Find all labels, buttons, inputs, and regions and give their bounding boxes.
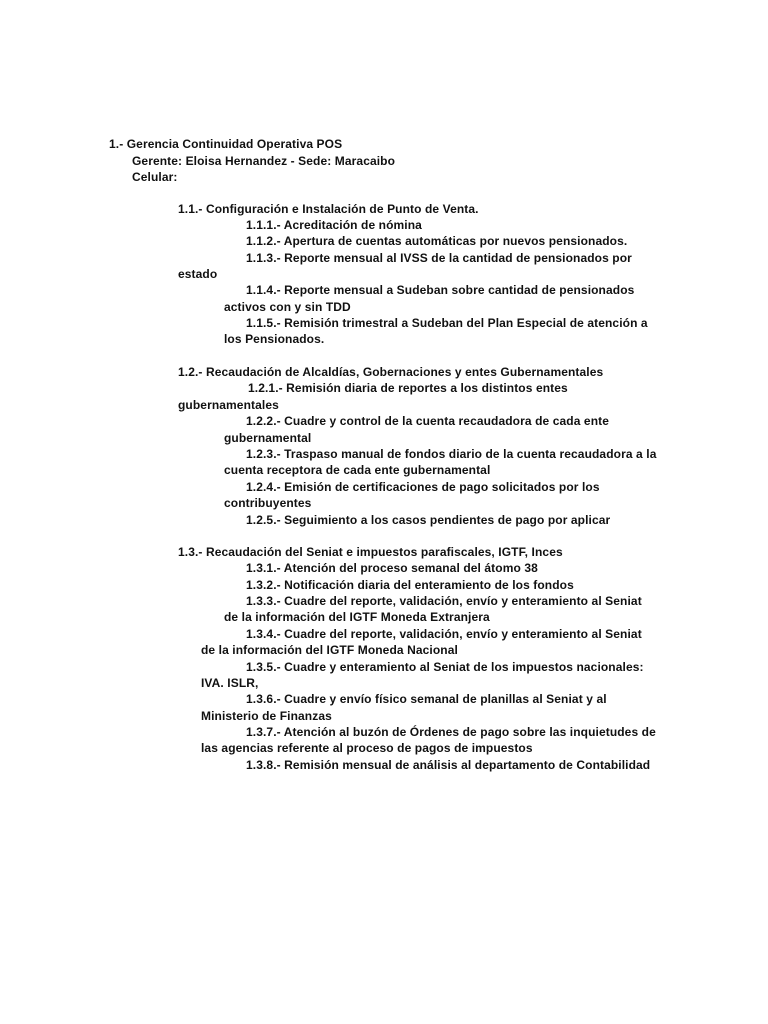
item-1-1-5-cont: los Pensionados. (224, 332, 325, 346)
item-1-1-4: 1.1.4.- Reporte mensual a Sudeban sobre cantidad de pensionados (246, 283, 635, 297)
subsection-1-2-title: 1.2.- Recaudación de Alcaldías, Gobernaciones y entes Gubernamentales (178, 365, 604, 379)
item-1-3-3-cont: de la información del IGTF Moneda Extranjera (224, 610, 490, 624)
item-1-3-6-cont: Ministerio de Finanzas (201, 709, 332, 723)
item-1-1-3: 1.1.3.- Reporte mensual al IVSS de la cantidad de pensionados por (246, 251, 632, 265)
item-1-3-2: 1.3.2.- Notificación diaria del enteramiento de los fondos (246, 578, 574, 592)
item-1-3-7: 1.3.7.- Atención al buzón de Órdenes de pago sobre las inquietudes de (246, 725, 656, 739)
item-1-3-5-cont: IVA. ISLR, (201, 676, 259, 690)
manager-line: Gerente: Eloisa Hernandez - Sede: Maracaibo (132, 154, 396, 168)
item-1-3-4-cont: de la información del IGTF Moneda Nacional (201, 643, 458, 657)
item-1-1-3-cont: estado (178, 267, 218, 281)
item-1-2-3-cont: cuenta receptora de cada ente gubernamental (224, 463, 491, 477)
subsection-1-1-title: 1.1.- Configuración e Instalación de Punto de Venta. (178, 202, 479, 216)
phone-line: Celular: (132, 170, 178, 184)
item-1-3-4: 1.3.4.- Cuadre del reporte, validación, envío y enteramiento al Seniat (246, 627, 642, 641)
section-1-title: 1.- Gerencia Continuidad Operativa POS (109, 137, 343, 151)
item-1-3-5: 1.3.5.- Cuadre y enteramiento al Seniat de los impuestos nacionales: (246, 660, 644, 674)
item-1-3-8: 1.3.8.- Remisión mensual de análisis al departamento de Contabilidad (246, 758, 651, 772)
item-1-2-3: 1.2.3.- Traspaso manual de fondos diario de la cuenta recaudadora a la (246, 447, 657, 461)
item-1-1-4-cont: activos con y sin TDD (224, 300, 351, 314)
subsection-1-3-title: 1.3.- Recaudación del Seniat e impuestos parafiscales, IGTF, Inces (178, 545, 563, 559)
item-1-1-2: 1.1.2.- Apertura de cuentas automáticas por nuevos pensionados. (246, 234, 628, 248)
item-1-2-5: 1.2.5.- Seguimiento a los casos pendientes de pago por aplicar (246, 513, 611, 527)
item-1-2-2: 1.2.2.- Cuadre y control de la cuenta recaudadora de cada ente (246, 414, 609, 428)
item-1-3-3: 1.3.3.- Cuadre del reporte, validación, envío y enteramiento al Seniat (246, 594, 642, 608)
item-1-2-2-cont: gubernamental (224, 431, 312, 445)
item-1-2-4: 1.2.4.- Emisión de certificaciones de pago solicitados por los (246, 480, 600, 494)
item-1-2-1: 1.2.1.- Remisión diaria de reportes a los distintos entes (248, 381, 568, 395)
item-1-2-4-cont: contribuyentes (224, 496, 312, 510)
item-1-3-1: 1.3.1.- Atención del proceso semanal del átomo 38 (246, 561, 538, 575)
item-1-1-1: 1.1.1.- Acreditación de nómina (246, 218, 422, 232)
item-1-3-6: 1.3.6.- Cuadre y envío físico semanal de planillas al Seniat y al (246, 692, 607, 706)
item-1-3-7-cont: las agencias referente al proceso de pagos de impuestos (201, 741, 533, 755)
item-1-2-1-cont: gubernamentales (178, 398, 279, 412)
item-1-1-5: 1.1.5.- Remisión trimestral a Sudeban del Plan Especial de atención a (246, 316, 648, 330)
